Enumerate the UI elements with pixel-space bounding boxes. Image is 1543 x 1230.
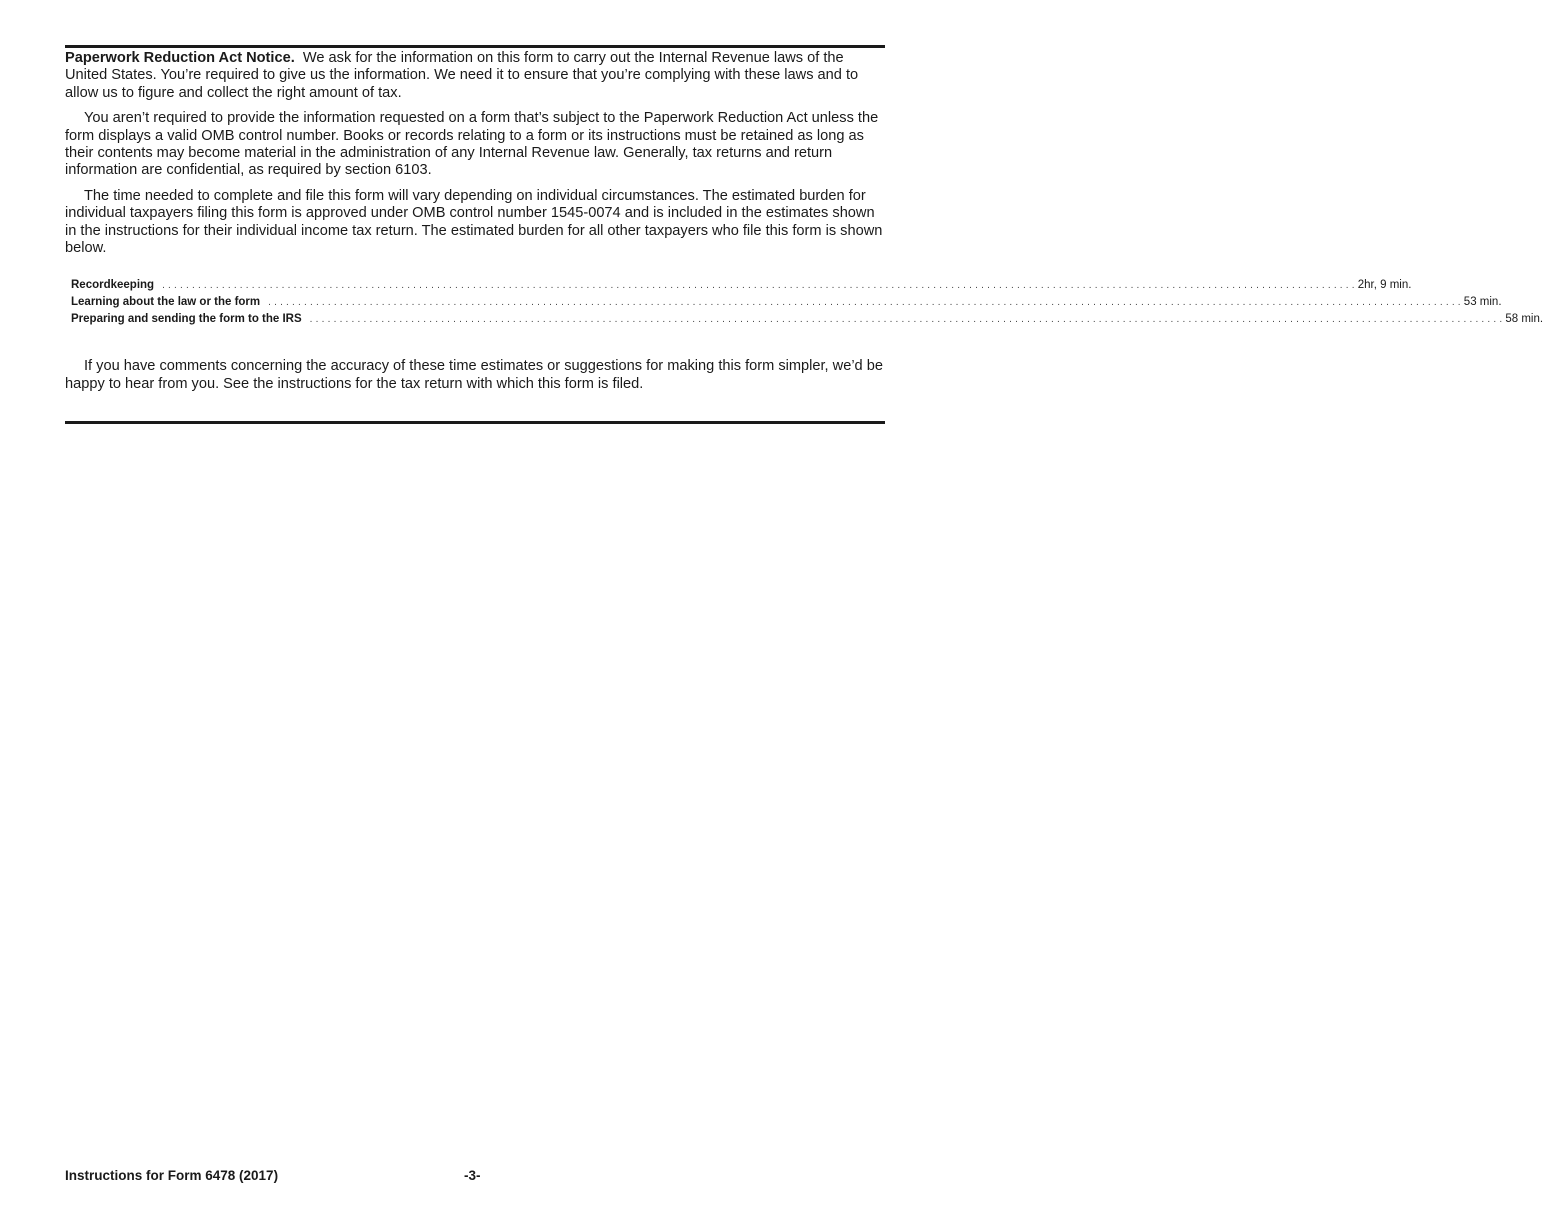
burden-label: Recordkeeping bbox=[71, 279, 155, 292]
dot-leader: ........................................................................................................................................................................................................ bbox=[162, 280, 1358, 292]
notice-intro-paragraph bbox=[65, 50, 885, 102]
footer-page-number: -3- bbox=[464, 1168, 481, 1183]
burden-value: 2hr, 9 min. bbox=[1357, 279, 1412, 292]
burden-value: 53 min. bbox=[1463, 296, 1502, 309]
comments-paragraph: If you have comments concerning the accuracy of these time estimates or suggestions for making this form simpler, we’d be happy to hear from you. See the instructions for the tax return with which this form is filed. bbox=[65, 358, 883, 392]
burden-paragraph: The time needed to complete and file this form will vary depending on individual circumstances. The estimated burden for individual taxpayers filing this form is approved under OMB control number 1545-0074 and is included in the estimates shown in the instructions for their individual income tax return. The estimated burden for all other taxpayers who file this form is shown below. bbox=[65, 187, 883, 257]
notice-section bbox=[65, 50, 1543, 401]
burden-label: Preparing and sending the form to the IRS bbox=[71, 313, 302, 326]
bottom-rule bbox=[65, 421, 885, 424]
footer-form-title: Instructions for Form 6478 (2017) bbox=[65, 1168, 279, 1183]
burden-table bbox=[71, 277, 1543, 328]
burden-label: Learning about the law or the form bbox=[71, 296, 261, 309]
notice-heading: Paperwork Reduction Act Notice. bbox=[65, 50, 295, 66]
dot-leader: ........................................................................................................................................................................................................ bbox=[309, 314, 1506, 326]
burden-row-preparing bbox=[71, 311, 1543, 328]
omb-paragraph: You aren’t required to provide the information requested on a form that’s subject to the Paperwork Reduction Act unless the form displays a valid OMB control number. Books or records relating to a form or its instructions must be retained as long as their contents may become material in the administration of any Internal Revenue law. Generally, tax returns and return information are confidential, as required by section 6103. bbox=[65, 110, 879, 179]
burden-row-learning bbox=[71, 294, 1502, 311]
top-rule bbox=[65, 45, 885, 48]
notice-intro-text: We ask for the information on this form to carry out the Internal Revenue laws of the United States. You’re required to give us the information. We need it to ensure that you’re complying with these laws and to allow us to figure and collect the right amount of tax. bbox=[65, 50, 859, 101]
burden-row-recordkeeping bbox=[71, 277, 1412, 294]
dot-leader: ........................................................................................................................................................................................................ bbox=[268, 297, 1464, 309]
burden-value: 58 min. bbox=[1505, 313, 1543, 326]
